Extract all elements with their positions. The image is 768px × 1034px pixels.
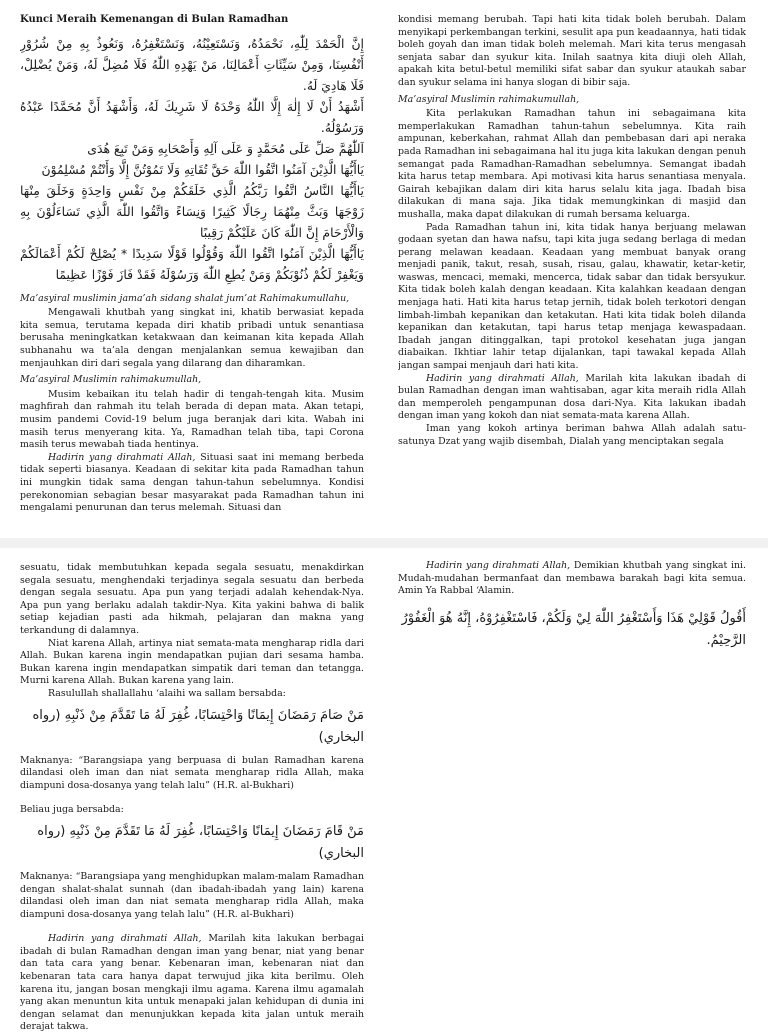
- paragraph: Pada Ramadhan tahun ini, kita tidak hanya berjuang melawan godaan syetan dan hawa nafsu, tapi kita juga sedang berlaga di medan perang melawan keadaan. Keadaan yang membuat banyak orang menjadi panik, takut, resah, susah, risau, galau, khawatir, ketar-ketir, waswas, mencaci, memaki, mencerca, tidak sabar dan tidak bersyukur. Kita tidak boleh kalah dengan keadaan. Kita kalahkan keadaan dengan menjaga hati. Hati kita harus tetap jernih, tidak boleh terkotori dengan limbah-limbah kepanikan dan ketakutan. Hati kita tidak boleh dilanda kepanikan dan ketakutan, tapi harus tetap menjaga kewaspadaan. Ibadah jangan ditinggalkan, tapi protokol kesehatan juga jangan diabaikan. Ikhtiar lahir tetap dijalankan, tapi tawakal kepada Allah jangan sampai menjauh dari hati kita.: [398, 221, 746, 372]
- arabic-line: يَاأَيُّهَا الَّذِيْنَ آمَنُوا اتَّقُوا اللّٰهَ وَقُوْلُوا قَوْلًا سَدِيدًا * يُصْلِحْ لَكُمْ أَعْمَالَكُمْ وَيَغْفِرْ لَكُمْ ذُنُوْبَكُمْ وَمَنْ يُطِعِ اللّٰهَ وَرَسُوْلَهُ فَقَدْ فَازَ فَوْزًا عَظِيمًا: [20, 245, 364, 282]
- hadith-arabic: مَنْ قَامَ رَمَضَانَ إِيمَانًا وَاحْتِسَابًا، غُفِرَ لَهُ مَا تَقَدَّمَ مِنْ ذَنْبِهِ (رواه البخاري): [37, 823, 364, 861]
- section-heading: Ma’asyiral Muslimin rahimakumullah,: [398, 93, 580, 105]
- paragraph-text: Marilah kita lakukan berbagai ibadah di bulan Ramadhan dengan iman yang benar, niat yang benar dan tata cara yang benar. Kebenaran iman, kebenaran niat dan kebenaran tata cara hanya dapat terwujud jika kita berilmu. Oleh karena itu, jangan bosan mengkaji ilmu agama. Karena ilmu agamalah yang akan menuntun kita untuk menapaki jalan kehidupan di dunia ini dengan selamat dan menunjukkan kepada kita jalan untuk meraih derajat takwa.: [20, 933, 364, 1033]
- section-heading: Ma’asyiral muslimin jama’ah sidang shalat jum’at Rahimakumullahu,: [20, 292, 350, 304]
- spacer: [20, 792, 364, 804]
- page2-column-left: [20, 562, 364, 1034]
- paragraph-text: Demikian khutbah yang singkat ini. Mudah-mudahan bermanfaat dan membawa barakah bagi kita semua. Amin Ya Rabbal ‘Alamin.: [398, 560, 746, 597]
- paragraph: [20, 452, 364, 515]
- paragraph: Niat karena Allah, artinya niat semata-mata mengharap ridla dari Allah. Bukan karena ingin mendapatkan pujian dari sesama hamba. Bukan karena ingin mendapatkan simpatik dari teman dan tetangga. Murni karena Allah. Bukan karena yang lain.: [20, 637, 364, 687]
- paragraph: kondisi memang berubah. Tapi hati kita tidak boleh berubah. Dalam menyikapi perkembangan terkini, sesulit apa pun keadaannya, hati tidak boleh goyah dan iman tidak boleh melemah. Mari kita terus mengasah senjata sabar dan syukur kita. Inilah saatnya kita diuji oleh Allah, apakah kita betul-betul memiliki sifat sabar dan syukur ataukah sabar dan syukur selama ini hanya slogan di bibir saja.: [398, 14, 746, 88]
- paragraph: Iman yang kokoh artinya beriman bahwa Allah adalah satu-satunya Dzat yang wajib disembah, Dialah yang menciptakan segala: [398, 423, 746, 447]
- page1-column-right: [398, 14, 746, 448]
- page-2: [0, 548, 768, 1033]
- arabic-line: اَللّٰهُمَّ صَلِّ عَلَى مُحَمَّدٍ وَ عَلَى آلِهِ وَأَصْحَابِهِ وَمَنْ تَبِعَ هُدَى: [87, 140, 364, 156]
- paragraph: [398, 560, 746, 598]
- arabic-line: أَشْهَدُ أَنْ لَا إِلٰهَ إِلَّا اللّٰهُ وَحْدَهُ لَا شَرِيكَ لَهُ، وَأَشْهَدُ أَنَّ مُحَمَّدًا عَبْدُهُ وَرَسُوْلُهُ.: [20, 98, 364, 135]
- paragraph-lead: Hadirin yang dirahmati Allah,: [48, 451, 196, 463]
- paragraph: [20, 933, 364, 1034]
- paragraph-text: Situasi saat ini memang berbeda tidak seperti biasanya. Keadaan di sekitar kita pada Ramadhan tahun ini mungkin tidak sama dengan tahun-tahun sebelumnya. Kondisi perekonomian sebagian besar masyarakat pada Ramadhan tahun ini mengalami penurunan dan terus melemah. Situasi dan: [20, 451, 364, 514]
- paragraph-lead: Hadirin yang dirahmati Allah,: [426, 372, 579, 384]
- paragraph-lead: Hadirin yang dirahmati Allah,: [426, 560, 571, 571]
- arabic-line: يَاأَيُّهَا الَّذِيْنَ آمَنُوا اتَّقُوا اللّٰهَ حَقَّ تُقَاتِهِ وَلَا تَمُوْتُنَّ إِلَّا وَأَنْتُمْ مُسْلِمُوْنَ: [41, 161, 364, 177]
- page1-column-left: [20, 14, 364, 515]
- hadith-meaning: Maknanya: “Barangsiapa yang menghidupkan malam-malam Ramadhan dengan shalat-shalat sunnah (dan ibadah-ibadah yang lain) karena dilandasi oleh iman dan niat semata mengharap ridla Allah, maka diampuni dosa-dosanya yang telah lalu” (H.R. al-Bukhari): [20, 870, 364, 920]
- hadith-meaning: Maknanya: “Barangsiapa yang berpuasa di bulan Ramadhan karena dilandasi oleh iman dan niat semata mengharap ridla Allah, maka diampuni dosa-dosanya yang telah lalu” (H.R. al-Bukhari): [20, 754, 364, 791]
- page2-column-right: [398, 560, 746, 658]
- paragraph: Rasulullah shallallahu ‘alaihi wa sallam bersabda:: [48, 687, 286, 699]
- paragraph-lead: Hadirin yang dirahmati Allah,: [48, 933, 202, 945]
- paragraph: Beliau juga bersabda:: [20, 804, 124, 816]
- paragraph: Kita perlakukan Ramadhan tahun ini sebagaimana kita memperlakukan Ramadhan tahun-tahun sebelumnya. Kita raih ampunan, keberkahan, rahmat Allah dan pembebasan dari api neraka pada Ramadhan ini sebagaimana hal itu juga kita lakukan dengan penuh semangat pada Ramadhan-Ramadhan sebelumnya. Semangat ibadah kita harus tetap membara. Api motivasi kita harus senantiasa menyala. Gairah kebajikan dalam diri kita harus selalu kita jaga. Ibadah bisa dilakukan di mana saja. Jika tidak memungkinkan di masjid dan mushalla, maka dapat dilakukan di rumah bersama keluarga.: [398, 108, 746, 220]
- section-heading: Ma’asyiral Muslimin rahimakumullah,: [20, 374, 202, 386]
- paragraph: Musim kebaikan itu telah hadir di tengah-tengah kita. Musim maghfirah dan rahmah itu telah berada di depan mata. Akan tetapi, musim pandemi Covid-19 belum juga beranjak dari kita. Wabah ini masih terus menyerang kita. Ya, Ramadhan telah tiba, tapi Corona masih terus mewabah tiada hentinya.: [20, 388, 364, 451]
- hadith-arabic: مَنْ صَامَ رَمَضَانَ إِيمَانًا وَاحْتِسَابًا، غُفِرَ لَهُ مَا تَقَدَّمَ مِنْ ذَنْبِهِ (رواه البخاري): [32, 707, 364, 745]
- paragraph: [398, 373, 746, 423]
- paragraph-text: Marilah kita lakukan ibadah di bulan Ramadhan dengan iman wahtisaban, agar kita meraih ridla Allah dan memperoleh pengampunan dosa dari-Nya. Kita lakukan ibadah dengan iman yang kokoh dan niat semata-mata karena Allah.: [398, 372, 746, 422]
- paragraph: Mengawali khutbah yang singkat ini, khatib berwasiat kepada kita semua, terutama kepada diri khatib pribadi untuk senantiasa berusaha meningkatkan ketakwaan dan keimanan kita kepada Allah subhanahu wa ta’ala dengan menjalankan semua kewajiban dan menjauhkan diri dari segala yang dilarang dan diharamkan.: [20, 307, 364, 369]
- spacer: [20, 921, 364, 933]
- arabic-line: يَاأَيُّهَا النَّاسُ اتَّقُوا رَبَّكُمُ الَّذِي خَلَقَكُمْ مِنْ نَفْسٍ وَاحِدَةٍ وَخَلَقَ مِنْهَا زَوْجَهَا وَبَثَّ مِنْهُمَا رِجَالًا كَثِيرًا وَنِسَاءً وَاتَّقُوا اللّٰهَ الَّذِي تَسَاءَلُوْنَ بِهِ وَالْأَرْحَامَ إِنَّ اللّٰهَ كَانَ عَلَيْكُمْ رَقِيبًا: [20, 182, 364, 240]
- document-title: Kunci Meraih Kemenangan di Bulan Ramadhan: [20, 14, 289, 25]
- arabic-line: إِنَّ الْحَمْدَ لِلّٰهِ، نَحْمَدُهُ، وَنَسْتَعِيْنُهُ، وَنَسْتَغْفِرُهُ، وَنَعُوذُ بِهِ مِنْ شُرُوْرِ أَنْفُسِنَا، وَمِنْ سَيِّئَاتِ أَعْمَالِنَا، مَنْ يَهْدِهِ اللّٰهُ فَلَا مُضِلَّ لَهُ، وَمَنْ يُضْلِلْ، فَلَا هَادِيَ لَهُ.: [20, 35, 364, 93]
- paragraph: sesuatu, tidak membutuhkan kepada segala sesuatu, menakdirkan segala sesuatu, menghendaki terjadinya segala sesuatu dan berbeda dengan segala sesuatu. Apa pun yang terjadi adalah kehendak-Nya. Apa pun yang berlaku adalah takdir-Nya. Kita yakini bahwa di balik setiap kejadian pasti ada hikmah, pelajaran dan makna yang terkandung di dalamnya.: [20, 562, 364, 636]
- spacer: [398, 598, 746, 604]
- page-separator: [0, 538, 768, 548]
- closing-arabic: أَقُولُ قَوْلِيْ هَذَا وَأَسْتَغْفِرُ اللّٰهَ لِيْ وَلَكُمْ، فَاسْتَغْفِرُوْهُ، إِنَّهُ هُوَ الْغَفُوْرُ الرَّحِيْمُ.: [401, 610, 746, 648]
- opening-arabic-block: [20, 33, 364, 285]
